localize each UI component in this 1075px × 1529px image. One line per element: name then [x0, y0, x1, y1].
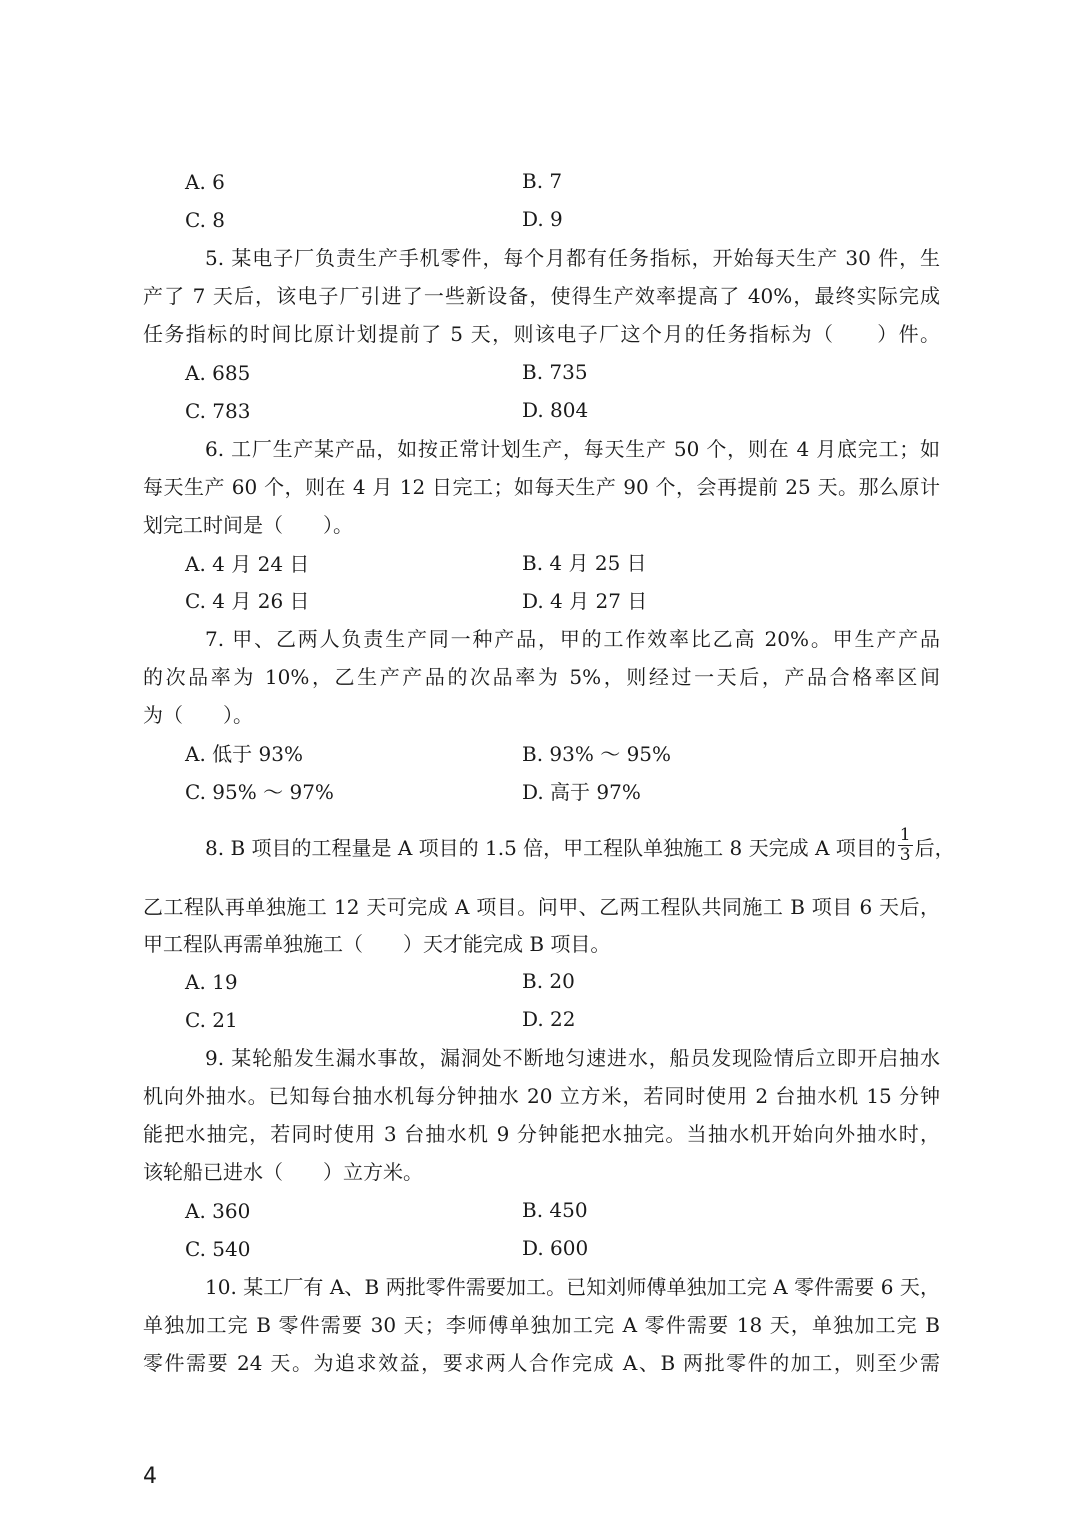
question-7-line: 为（ ）。	[143, 703, 253, 727]
option-d: D. 600	[522, 1236, 589, 1260]
question-7-line: 7. 甲、乙两人负责生产同一种产品，甲的工作效率比乙高 20%。甲生产产品	[205, 627, 940, 651]
option-a: A. 360	[185, 1199, 251, 1223]
question-5-line: 5. 某电子厂负责生产手机零件，每个月都有任务指标，开始每天生产 30 件，生	[205, 246, 940, 270]
option-c: C. 95% ～ 97%	[185, 780, 334, 804]
question-9-line: 机向外抽水。已知每台抽水机每分钟抽水 20 立方米，若同时使用 2 台抽水机 15 分钟	[143, 1084, 940, 1108]
option-a: A. 19	[185, 970, 238, 994]
option-d: D. 22	[522, 1007, 576, 1031]
option-c: C. 540	[185, 1237, 251, 1261]
option-b: B. 7	[522, 169, 563, 193]
question-6-line: 划完工时间是（ ）。	[143, 513, 353, 537]
option-d: D. 9	[522, 207, 563, 231]
question-10-line: 单独加工完 B 零件需要 30 天；李师傅单独加工完 A 零件需要 18 天，单独加工完 B	[143, 1313, 940, 1337]
fraction-numerator: 1	[899, 825, 911, 845]
option-d: D. 高于 97%	[522, 780, 641, 804]
question-8-text: 8. B 项目的工程量是 A 项目的 1.5 倍，甲工程队单独施工 8 天完成 A 项目的	[205, 836, 896, 860]
option-a: A. 685	[185, 361, 251, 385]
option-a: A. 4 月 24 日	[185, 552, 310, 576]
question-6-line: 每天生产 60 个，则在 4 月 12 日完工；如每天生产 90 个，会再提前 25 天。那么原计	[143, 475, 940, 499]
question-7-line: 的次品率为 10%，乙生产产品的次品率为 5%，则经过一天后，产品合格率区间	[143, 665, 940, 689]
option-c: C. 21	[185, 1008, 238, 1032]
page-number: 4	[143, 1464, 157, 1489]
option-b: B. 20	[522, 969, 575, 993]
question-8-line: 乙工程队再单独施工 12 天可完成 A 项目。问甲、乙两工程队共同施工 B 项目 6 天后，	[143, 895, 940, 919]
question-8-line: 甲工程队再需单独施工（ ）天才能完成 B 项目。	[143, 932, 611, 956]
question-9-line: 能把水抽完，若同时使用 3 台抽水机 9 分钟能把水抽完。当抽水机开始向外抽水时，	[143, 1122, 940, 1146]
option-c: C. 783	[185, 399, 251, 423]
option-a: A. 6	[185, 170, 225, 194]
question-6-line: 6. 工厂生产某产品，如按正常计划生产，每天生产 50 个，则在 4 月底完工；如	[205, 437, 940, 461]
option-c: C. 8	[185, 208, 226, 232]
option-b: B. 4 月 25 日	[522, 551, 647, 575]
option-b: B. 735	[522, 360, 588, 384]
fraction	[898, 826, 913, 870]
question-10-line: 10. 某工厂有 A、B 两批零件需要加工。已知刘师傅单独加工完 A 零件需要 6 天，	[205, 1275, 940, 1299]
option-a: A. 低于 93%	[185, 742, 303, 766]
question-8-line	[143, 825, 955, 870]
option-b: B. 450	[522, 1198, 588, 1222]
question-9-line: 该轮船已进水（ ）立方米。	[143, 1160, 423, 1184]
question-10-line: 零件需要 24 天。为追求效益，要求两人合作完成 A、B 两批零件的加工，则至少需	[143, 1351, 940, 1375]
option-d: D. 804	[522, 398, 589, 422]
fraction-denominator: 3	[899, 845, 911, 865]
question-5-line: 产了 7 天后，该电子厂引进了一些新设备，使得生产效率提高了 40%，最终实际完成	[143, 284, 940, 308]
question-8-text: 后，	[914, 836, 955, 860]
option-c: C. 4 月 26 日	[185, 589, 310, 613]
question-9-line: 9. 某轮船发生漏水事故，漏洞处不断地匀速进水，船员发现险情后立即开启抽水	[205, 1046, 940, 1070]
question-5-line: 任务指标的时间比原计划提前了 5 天，则该电子厂这个月的任务指标为（ ）件。	[143, 322, 940, 346]
option-d: D. 4 月 27 日	[522, 589, 648, 613]
option-b: B. 93% ～ 95%	[522, 742, 672, 766]
